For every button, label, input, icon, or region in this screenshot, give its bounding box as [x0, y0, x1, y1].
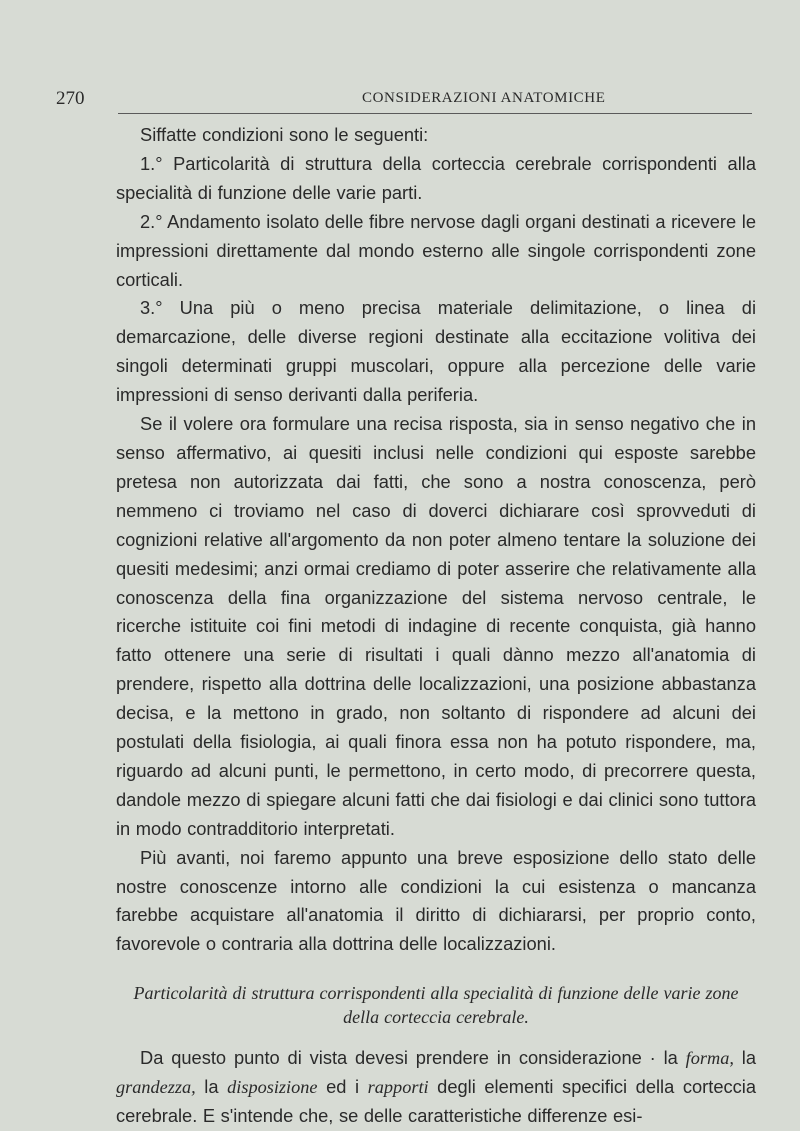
running-title: CONSIDERAZIONI ANATOMICHE: [362, 90, 606, 106]
paragraph-intro: Siffatte condizioni sono le seguenti:: [140, 124, 429, 145]
paragraph-response: Se il volere ora formulare una recisa risposta, sia in senso negativo che in senso affermativo, ai quesiti inclusi nelle condizioni qui esposte sarebbe pretesa non autorizzata dai fatti, che sono a nostra conoscenza, però nemmeno ci troviamo nel caso di doverci dichiarare così sprovveduti di cognizioni relative all'argomento da non poter almeno tentare la soluzione dei quesiti medesimi; anzi ormai crediamo di poter asserire che relativamente alla conoscenza della fina organizzazione del sistema nervoso centrale, le ricerche istituite coi fini metodi di indagine di recente conquista, già hanno fatto ottenere una serie di risultati i quali dànno mezzo all'anatomia di prendere, rispetto alla dottrina delle localizzazioni, una posizione abbastanza decisa, e la mettono in grado, non soltanto di rispondere ad alcuni dei postulati della fisiologia, ai quali finora essa non ha potuto rispondere, ma, riguardo ad alcuni punti, le permettono, in certo modo, di precorrere questa, dandole mezzo di spiegare alcuni fatti che dai fisiologi e dai clinici sono tuttora in modo contradditorio interpretati.: [116, 413, 756, 839]
list-item-3: 3.° Una più o meno precisa materiale delimitazione, o linea di demarcazione, delle diverse regioni destinate alla eccitazione volitiva dei singoli determinati gruppi muscolari, oppure alla percezione delle varie impressioni di senso derivanti dalla periferia.: [116, 297, 756, 406]
text-run: Da questo punto di vista devesi prendere in considerazione · la: [140, 1047, 686, 1069]
text-run: la: [195, 1076, 228, 1098]
page-number: 270: [56, 88, 85, 109]
page-body: [116, 121, 756, 1131]
term-grandezza: grandezza,: [116, 1077, 196, 1098]
paragraph-outlook: Più avanti, noi faremo appunto una breve esposizione dello stato delle nostre conoscenze intorno alle condizioni la cui esistenza o mancanza farebbe acquistare all'anatomia il diritto di dichiararsi, per proprio conto, favorevole o contraria alla dottrina delle localizzazioni.: [116, 846, 756, 955]
term-disposizione: disposizione: [227, 1077, 318, 1098]
list-item-2: 2.° Andamento isolato delle fibre nervose dagli organi destinati a ricevere le impressioni direttamente dal mondo esterno alle singole corrispondenti zone corticali.: [116, 210, 756, 290]
text-run: la: [733, 1047, 756, 1069]
header-rule: [118, 113, 752, 114]
term-rapporti: rapporti: [367, 1077, 429, 1098]
page-header: [56, 88, 750, 110]
paragraph-considerations: [116, 1044, 756, 1131]
text-run: ed i: [317, 1076, 368, 1098]
list-item-1: 1.° Particolarità di struttura della corteccia cerebrale corrispondenti alla specialità di funzione delle varie parti.: [116, 152, 756, 203]
text-run: degli elementi specifici della corteccia cerebrale. E s'intende che, se delle caratteristiche differenze esi-: [116, 1076, 757, 1127]
section-heading: Particolarità di struttura corrispondenti alla specialità di funzione delle varie zone della corteccia cerebrale.: [133, 983, 739, 1028]
term-forma: forma,: [685, 1048, 734, 1069]
